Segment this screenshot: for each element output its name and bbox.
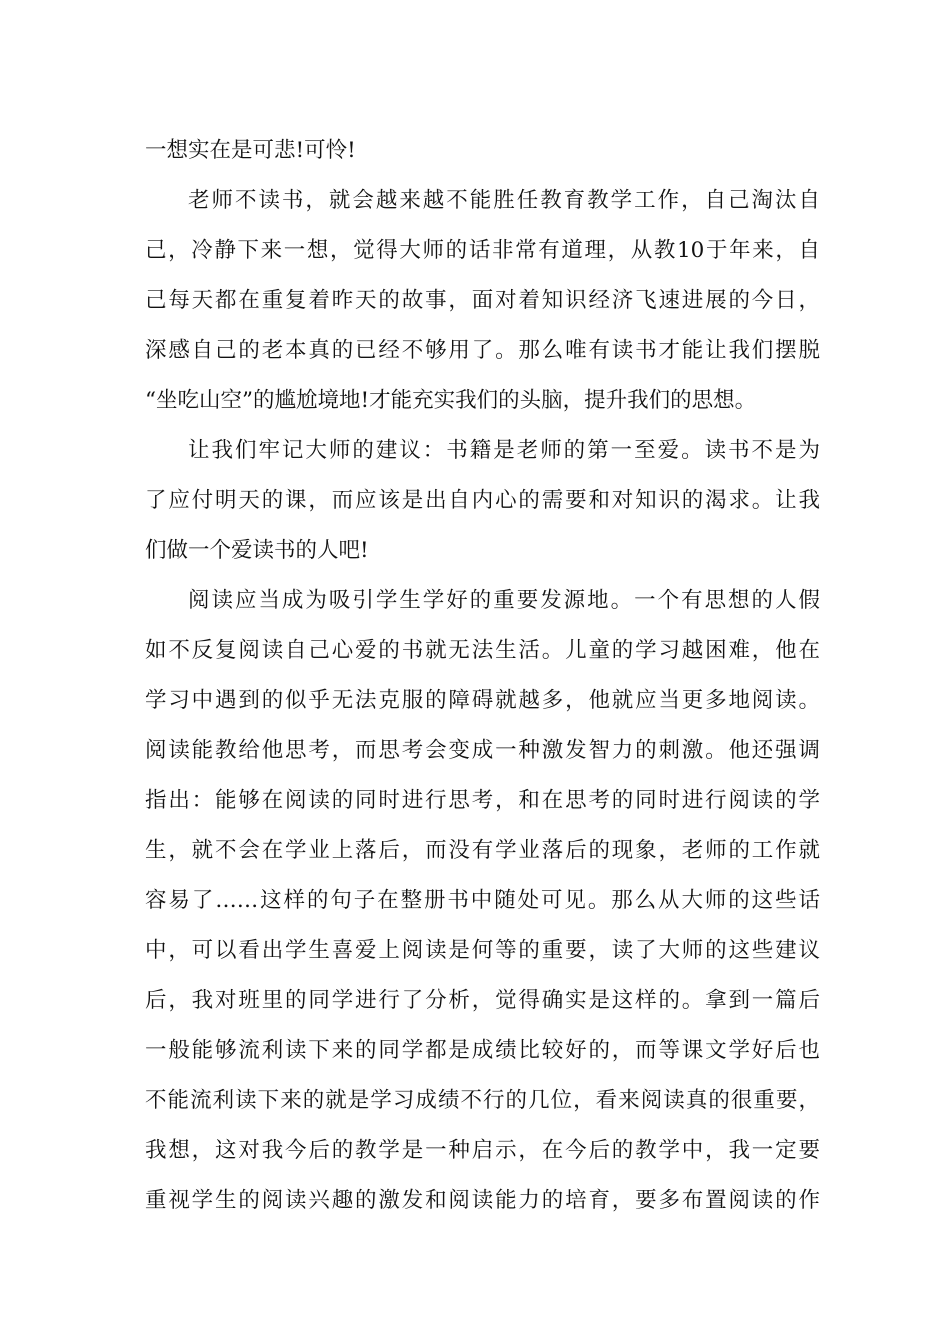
text-line: 一想实在是可悲!可怜! xyxy=(145,138,356,163)
text-line: 如不反复阅读自己心爱的书就无法生活。儿童的学习越困难，他在 xyxy=(145,638,820,663)
text-line: 重视学生的阅读兴趣的激发和阅读能力的培育，要多布置阅读的作 xyxy=(145,1188,820,1213)
text-line: 老师不读书，就会越来越不能胜任教育教学工作，自己淘汰自 xyxy=(188,188,820,213)
text-line: 深感自己的老本真的已经不够用了。那么唯有读书才能让我们摆脱 xyxy=(145,338,820,363)
text-line: 不能流利读下来的就是学习成绩不行的几位，看来阅读真的很重要， xyxy=(145,1088,820,1113)
text-line: 指出：能够在阅读的同时进行思考，和在思考的同时进行阅读的学 xyxy=(145,788,820,813)
body-text xyxy=(145,126,820,1226)
text-line: 己每天都在重复着昨天的故事，面对着知识经济飞速进展的今日， xyxy=(145,288,820,313)
text-line: 学习中遇到的似乎无法克服的障碍就越多，他就应当更多地阅读。 xyxy=(145,688,820,713)
text-line: 了应付明天的课，而应该是出自内心的需要和对知识的渴求。让我 xyxy=(145,488,820,513)
text-line: 阅读应当成为吸引学生学好的重要发源地。一个有思想的人假 xyxy=(188,588,820,613)
text-line: 容易了……这样的句子在整册书中随处可见。那么从大师的这些话 xyxy=(145,888,820,913)
text-line: 己，冷静下来一想，觉得大师的话非常有道理，从教10于年来，自 xyxy=(145,238,820,263)
text-line: 让我们牢记大师的建议：书籍是老师的第一至爱。读书不是为 xyxy=(188,438,820,463)
text-line: 我想，这对我今后的教学是一种启示，在今后的教学中，我一定要 xyxy=(145,1138,820,1163)
text-line: 阅读能教给他思考，而思考会变成一种激发智力的刺激。他还强调 xyxy=(145,738,820,763)
text-line: 一般能够流利读下来的同学都是成绩比较好的，而等课文学好后也 xyxy=(145,1038,820,1063)
text-line: 生，就不会在学业上落后，而没有学业落后的现象，老师的工作就 xyxy=(145,838,820,863)
text-line: 后，我对班里的同学进行了分析，觉得确实是这样的。拿到一篇后 xyxy=(145,988,820,1013)
text-line: “坐吃山空”的尴尬境地!才能充实我们的头脑，提升我们的思想。 xyxy=(145,388,757,413)
text-line: 们做一个爱读书的人吧! xyxy=(145,538,369,563)
text-line: 中，可以看出学生喜爱上阅读是何等的重要，读了大师的这些建议 xyxy=(145,938,820,963)
